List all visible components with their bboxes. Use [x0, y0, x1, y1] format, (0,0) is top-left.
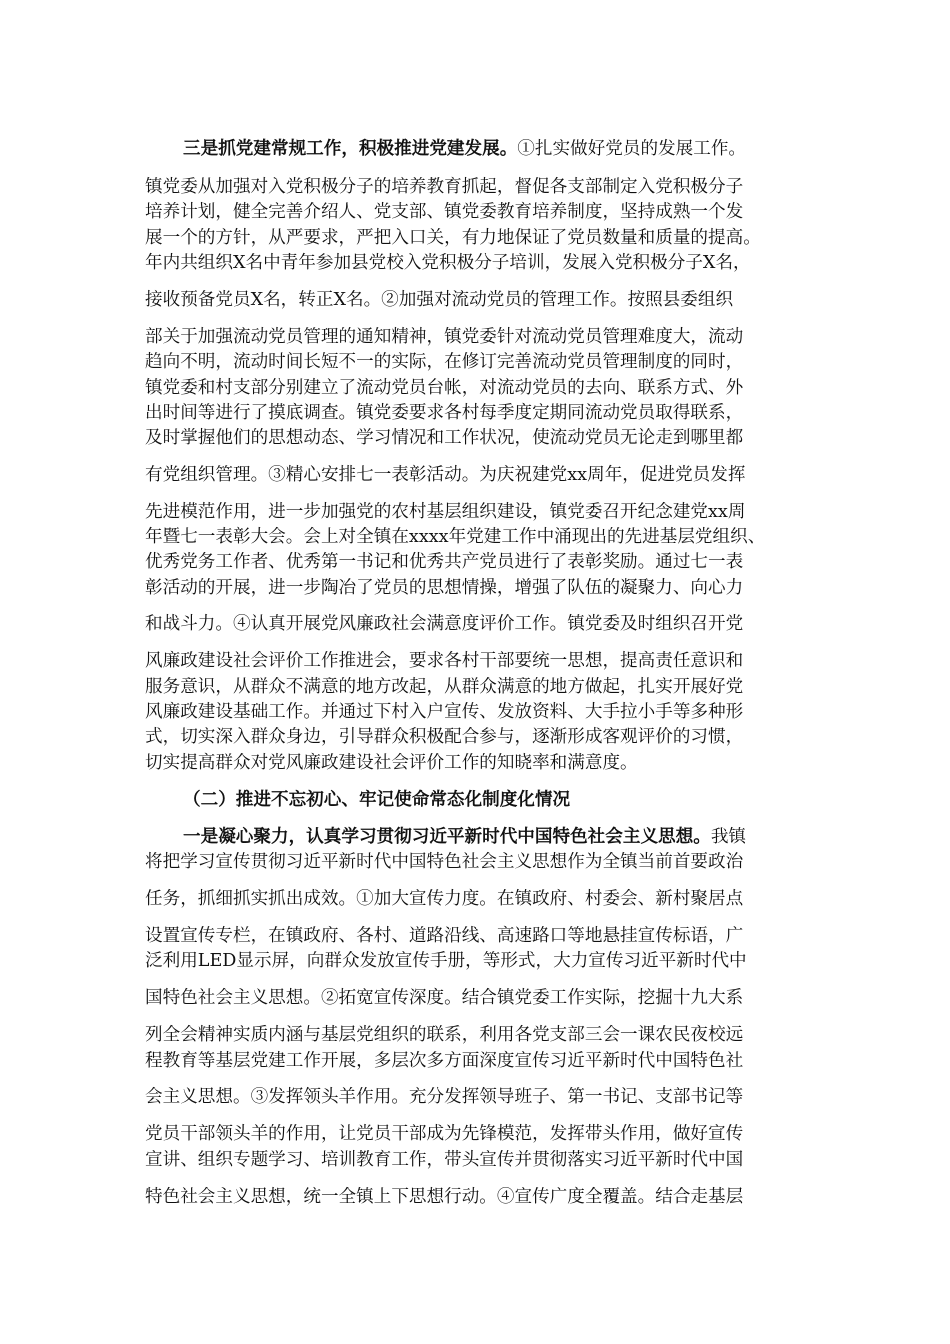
line-text: ①扎实做好党员的发展工作。: [517, 139, 747, 159]
paragraph-line: 趋向不明，流动时间长短不一的实际，在修订完善流动党员管理制度的同时，: [145, 352, 744, 372]
paragraph-line: [183, 825, 848, 849]
paragraph-line: 出时间等进行了摸底调查。镇党委要求各村每季度定期同流动党员取得联系，: [145, 403, 744, 423]
paragraph-line: 年内共组织X名中青年参加县党校入党积极分子培训，发展入党积极分子X名，: [145, 253, 751, 273]
paragraph-line: 和战斗力。④认真开展党风廉政社会满意度评价工作。镇党委及时组织召开党: [145, 614, 744, 634]
paragraph-line: 式，切实深入群众身边，引导群众积极配合参与，逐渐形成客观评价的习惯，: [145, 727, 744, 747]
paragraph-line: 风廉政建设社会评价工作推进会，要求各村干部要统一思想，提高责任意识和: [145, 651, 744, 671]
paragraph-line: 列全会精神实质内涵与基层党组织的联系，利用各党支部三会一课农民夜校远: [145, 1025, 744, 1045]
paragraph-line: 宣讲、组织专题学习、培训教育工作，带头宣传并贯彻落实习近平新时代中国: [145, 1150, 744, 1170]
paragraph-line: 部关于加强流动党员管理的通知精神，镇党委针对流动党员管理难度大，流动: [145, 327, 744, 347]
line-text: 我镇: [710, 827, 747, 847]
paragraph-line: 风廉政建设基础工作。并通过下村入户宣传、发放资料、大手拉小手等多种形: [145, 702, 744, 722]
paragraph-line: 有党组织管理。③精心安排七一表彰活动。为庆祝建党xx周年，促进党员发挥: [145, 465, 746, 485]
paragraph-line: 及时掌握他们的思想动态、学习情况和工作状况，使流动党员无论走到哪里都: [145, 428, 744, 448]
paragraph-line: 展一个的方针，从严要求，严把入口关，有力地保证了党员数量和质量的提高。: [145, 228, 761, 248]
paragraph-line: 会主义思想。③发挥领头羊作用。充分发挥领导班子、第一书记、支部书记等: [145, 1087, 744, 1107]
paragraph-line: 党员干部领头羊的作用，让党员干部成为先锋模范，发挥带头作用，做好宣传: [145, 1124, 744, 1144]
paragraph-line: [183, 137, 848, 161]
paragraph-line: 服务意识，从群众不满意的地方改起，从群众满意的地方做起，扎实开展好党: [145, 677, 744, 697]
paragraph-line: 程教育等基层党建工作开展，多层次多方面深度宣传习近平新时代中国特色社: [145, 1051, 744, 1071]
bold-lead: 三是抓党建常规工作，积极推进党建发展。: [183, 138, 518, 159]
paragraph-line: 培养计划，健全完善介绍人、党支部、镇党委教育培养制度，坚持成熟一个发: [145, 202, 744, 222]
paragraph-line: 特色社会主义思想，统一全镇上下思想行动。④宣传广度全覆盖。结合走基层: [145, 1187, 744, 1207]
paragraph-line: 国特色社会主义思想。②拓宽宣传深度。结合镇党委工作实际，挖掘十九大系: [145, 988, 744, 1008]
paragraph-line: 优秀党务工作者、优秀第一书记和优秀共产党员进行了表彰奖励。通过七一表: [145, 552, 744, 572]
paragraph-line: 设置宣传专栏，在镇政府、各村、道路沿线、高速路口等地悬挂宣传标语，广: [145, 926, 744, 946]
paragraph-line: 镇党委从加强对入党积极分子的培养教育抓起，督促各支部制定入党积极分子: [145, 177, 744, 197]
paragraph-line: 镇党委和村支部分别建立了流动党员台帐，对流动党员的去向、联系方式、外: [145, 378, 744, 398]
paragraph-line: 先进模范作用，进一步加强党的农村基层组织建设，镇党委召开纪念建党xx周: [145, 502, 746, 522]
paragraph-line: 切实提高群众对党风廉政建设社会评价工作的知晓率和满意度。: [145, 753, 638, 773]
paragraph-line: 年暨七一表彰大会。会上对全镇在xxxx年党建工作中涌现出的先进基层党组织、: [145, 527, 766, 547]
paragraph-line: 泛利用LED显示屏，向群众发放宣传手册，等形式，大力宣传习近平新时代中: [145, 951, 747, 971]
paragraph-line: 任务，抓细抓实抓出成效。①加大宣传力度。在镇政府、村委会、新村聚居点: [145, 889, 744, 909]
bold-lead: 一是凝心聚力，认真学习贯彻习近平新时代中国特色社会主义思想。: [183, 826, 711, 847]
paragraph-line: 将把学习宣传贯彻习近平新时代中国特色社会主义思想作为全镇当前首要政治: [145, 852, 744, 872]
paragraph-line: 接收预备党员X名，转正X名。②加强对流动党员的管理工作。按照县委组织: [145, 290, 734, 310]
section-heading: （二）推进不忘初心、牢记使命常态化制度化情况: [183, 789, 571, 810]
paragraph-line: 彰活动的开展，进一步陶冶了党员的思想情操，增强了队伍的凝聚力、向心力: [145, 578, 744, 598]
